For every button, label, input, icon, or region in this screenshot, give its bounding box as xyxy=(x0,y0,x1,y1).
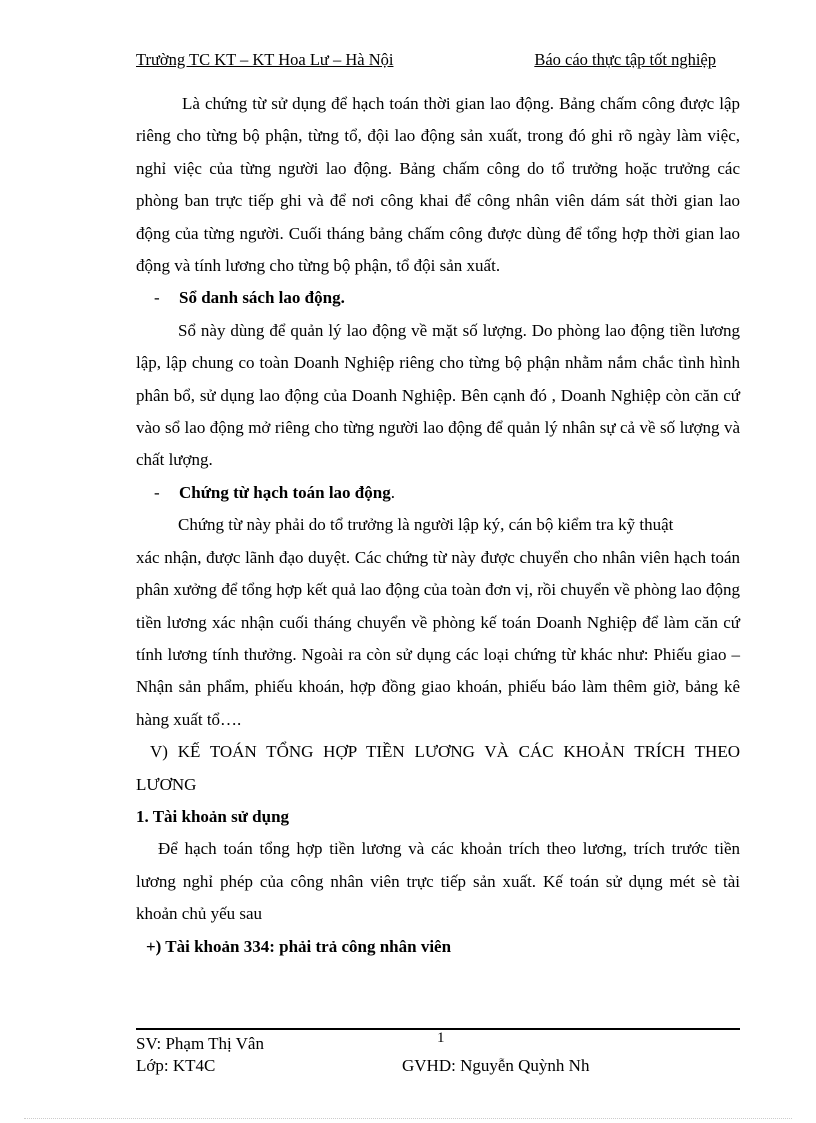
section-heading-v: V) KẾ TOÁN TỔNG HỢP TIỀN LƯƠNG VÀ CÁC KHOẢN TRÍCH THEO LƯƠNG xyxy=(136,742,740,794)
bullet-dash: - xyxy=(154,288,160,308)
bullet-labor-documents xyxy=(136,477,740,509)
subsection-heading-accounts: 1. Tài khoản sử dụng xyxy=(136,806,290,826)
bullet-labor-documents-label: Chứng từ hạch toán lao động xyxy=(179,482,391,502)
footer-advisor: GVHD: Nguyễn Quỳnh Nh xyxy=(402,1056,590,1075)
paragraph-documents-intro: Chứng từ này phải do tổ trưởng là người lập ký, cán bộ kiểm tra kỹ thuật xyxy=(178,515,674,535)
bullet-labor-list xyxy=(136,282,740,314)
header-report-title: Báo cáo thực tập tốt nghiệp xyxy=(534,50,716,69)
paragraph-timesheet: Là chứng từ sử dụng để hạch toán thời gian lao động. Bảng chấm công được lập riêng cho từng bộ phận, từng tổ, đội lao động sản xuất, trong đó ghi rõ ngày làm việc, nghỉ việc của từng người lao động. Bảng chấm công do tổ trưởng hoặc trưởng các phòng ban trực tiếp ghi và để nơi công khai để công nhân viên dám sát thời gian lao động của từng người. Cuối tháng bảng chấm công được dùng để tổng hợp thời gian lao động và tính lương cho từng bộ phận, tổ đội sản xuất. xyxy=(136,94,740,276)
page-footer xyxy=(136,1033,740,1077)
page-header xyxy=(136,50,716,72)
page-number: 1 xyxy=(437,1030,445,1046)
paragraph-labor-list: Sổ này dùng để quản lý lao động về mặt số lượng. Do phòng lao động tiền lương lập, lập chung co toàn Doanh Nghiệp riêng cho từng bộ phận nhằm nắm chắc tình hình phân bổ, sử dụng lao động của Doanh Nghiệp. Bên cạnh đó , Doanh Nghiệp còn căn cứ vào sổ lao động mở riêng cho từng người lao động để quản lý nhân sự cả về số lượng và chất lượng. xyxy=(136,320,740,470)
paragraph-accounts: Để hạch toán tổng hợp tiền lương và các khoản trích theo lương, trích trước tiền lương nghỉ phép của công nhân viên trực tiếp sản xuất. Kế toán sử dụng mét sè tài khoản chủ yếu sau xyxy=(136,839,740,924)
document-body xyxy=(136,88,740,963)
footer-student: SV: Phạm Thị Vân xyxy=(136,1034,264,1053)
bullet-dash: - xyxy=(154,482,160,502)
page-bottom-border xyxy=(24,1118,792,1119)
account-334-heading: +) Tài khoản 334: phải trả công nhân viên xyxy=(146,936,452,956)
bullet-period: . xyxy=(390,482,395,502)
footer-class: Lớp: KT4C xyxy=(136,1056,216,1075)
paragraph-documents: xác nhận, được lãnh đạo duyệt. Các chứng từ này được chuyển cho nhân viên hạch toán phân xưởng để tổng hợp kết quả lao động của toàn đơn vị, rồi chuyển về phòng lao động tiền lương xác nhận cuối tháng chuyển về phòng kế toán Doanh Nghiệp để làm căn cứ tính lương tính thưởng. Ngoài ra còn sử dụng các loại chứng từ khác như: Phiếu giao – Nhận sản phẩm, phiếu khoán, hợp đồng giao khoán, phiếu báo làm thêm giờ, bảng kê hàng xuất tổ…. xyxy=(136,547,740,729)
bullet-labor-list-label: Sổ danh sách lao động. xyxy=(179,288,345,308)
header-school: Trường TC KT – KT Hoa Lư – Hà Nội xyxy=(136,50,394,69)
